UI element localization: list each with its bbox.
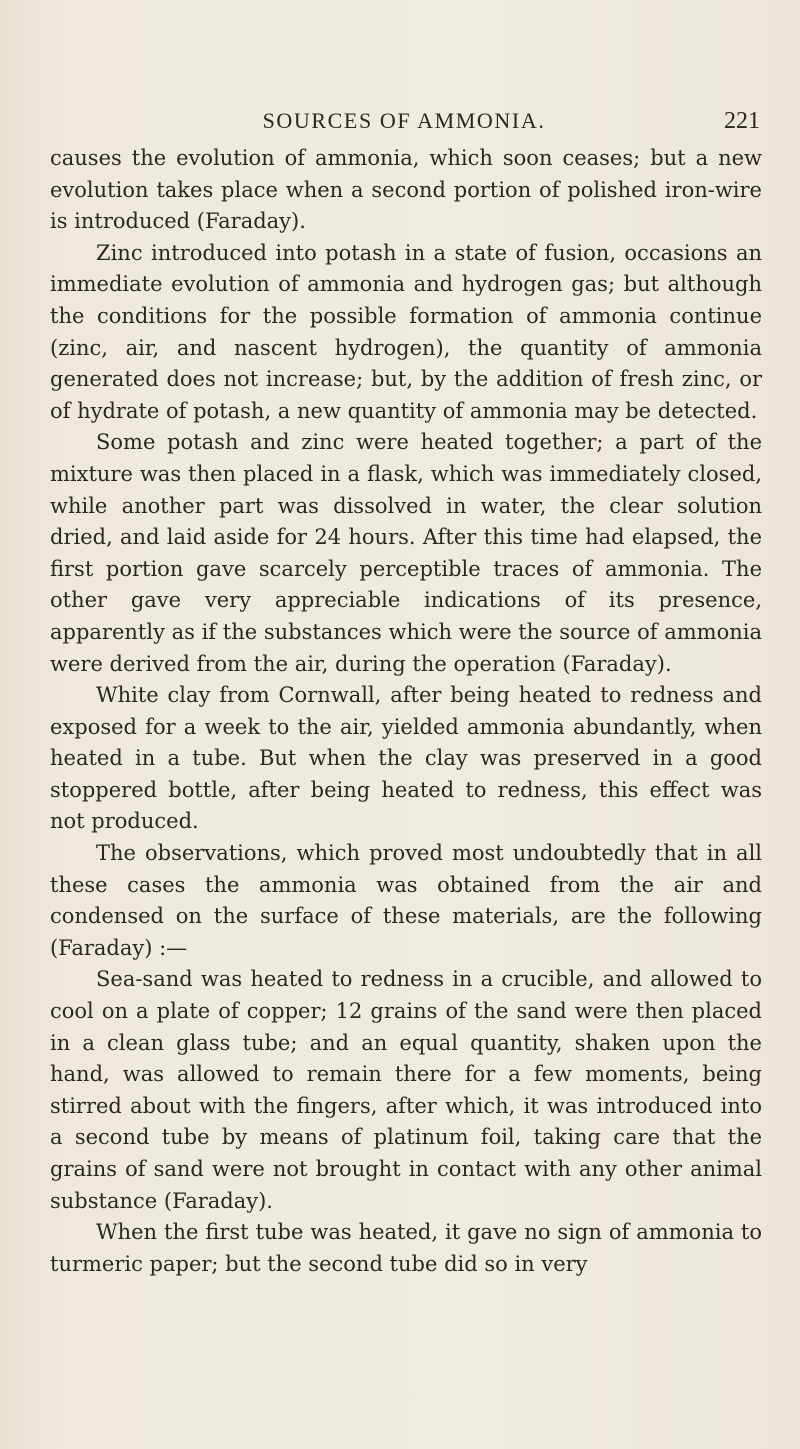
paragraph-zinc-potash: Zinc introduced into potash in a state of fusion, occasions an immediate evolution of ammonia and hydrogen gas; but although the conditions for the possible formation of ammonia continue (zinc, air, and nascent hydrogen), the quantity of ammonia generated does not increase; but, by the addition of fresh zinc, or of hydrate of potash, a new quantity of ammonia may be detected.: [50, 240, 762, 423]
paragraph-white-clay: White clay from Cornwall, after being heated to redness and exposed for a week to the air, yielded ammonia abundantly, when heated in a tube. But when the clay was preserved in a good stoppered bottle, after being heated to redness, this effect was not produced.: [50, 683, 762, 834]
paragraph-potash-zinc-flask: Some potash and zinc were heated together; a part of the mixture was then placed in a flask, which was immediately closed, while another part was dissolved in water, the clear solution dried, and laid aside for 24 hours. After this time had elapsed, the first portion gave scarcely perceptible traces of ammonia. The other gave very appreciable indications of its presence, apparently as if the substances which were the source of ammonia were derived from the air, during the operation (Faraday).: [50, 430, 762, 676]
paragraph-continued: causes the evolution of ammonia, which soon ceases; but a new evolution takes place when a second portion of polished iron-wire is introduced (Faraday).: [50, 146, 762, 234]
body-text: [50, 143, 762, 1280]
paragraph-observations: The observations, which proved most undoubtedly that in all these cases the ammonia was obtained from the air and condensed on the surface of these materials, are the following (Faraday) :—: [50, 841, 762, 960]
paragraph-first-tube: When the first tube was heated, it gave no sign of ammonia to turmeric paper; but the second tube did so in very: [50, 1220, 762, 1276]
running-head: [48, 104, 760, 138]
paragraph-sea-sand: Sea-sand was heated to redness in a crucible, and allowed to cool on a plate of copper; 12 grains of the sand were then placed in a clean glass tube; and an equal quantity, shaken upon the hand, was allowed to remain there for a few moments, being stirred about with the fingers, after which, it was introduced into a second tube by means of platinum foil, taking care that the grains of sand were not brought in contact with any other animal substance (Faraday).: [50, 967, 762, 1213]
page-number: 221: [724, 108, 760, 134]
running-title: SOURCES OF AMMONIA.: [262, 108, 546, 133]
